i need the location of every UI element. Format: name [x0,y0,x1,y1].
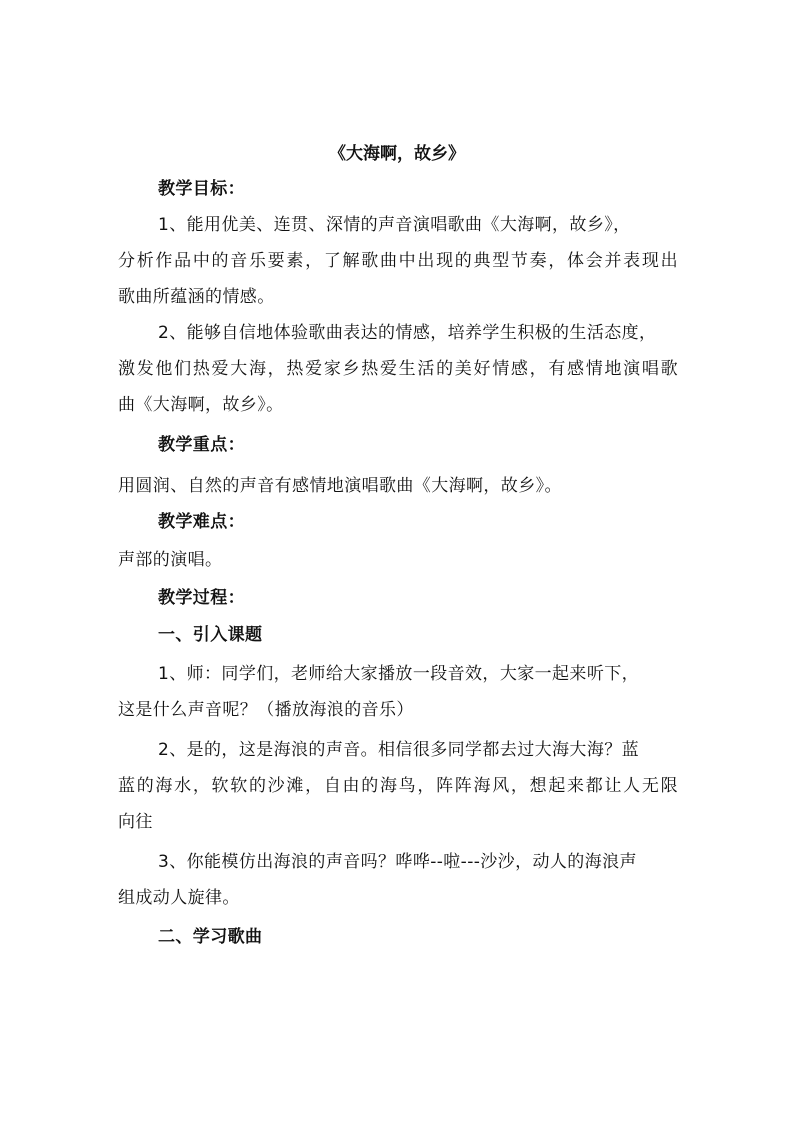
process-1-line-2: 这是什么声音呢？（播放海浪的音乐） [118,700,414,720]
process-2-line-1: 2、是的，这是海浪的声音。相信很多同学都去过大海大海？蓝 [158,740,640,760]
process-3-line-2: 组成动人旋律。 [118,888,240,908]
goal-1-line-1: 1、能用优美、连贯、深情的声音演唱歌曲《大海啊，故乡》， [158,215,631,235]
section-2-heading: 二、学习歌曲 [158,927,263,947]
goal-2-line-1: 2、能够自信地体验歌曲表达的情感，培养学生积极的生活态度， [158,323,657,343]
heading-teaching-goals: 教学目标： [158,179,245,199]
process-3-line-1: 3、你能模仿出海浪的声音吗？哗哗--啦---沙沙，动人的海浪声 [158,852,637,872]
key-points-text: 用圆润、自然的声音有感情地演唱歌曲《大海啊，故乡》。 [118,476,562,496]
goal-1-line-2: 分析作品中的音乐要素，了解歌曲中出现的典型节奏，体会并表现出 [118,251,678,271]
heading-teaching-process: 教学过程： [158,588,245,608]
heading-difficult-points: 教学难点： [158,512,245,532]
goal-1-line-3: 歌曲所蕴涵的情感。 [118,287,275,307]
section-1-heading: 一、引入课题 [158,625,263,645]
heading-key-points: 教学重点： [158,435,245,455]
goal-2-line-3: 曲《大海啊，故乡》。 [118,395,284,415]
difficult-points-text: 声部的演唱。 [118,550,223,570]
process-2-line-3: 向往 [118,812,153,832]
process-1-line-1: 1、师：同学们，老师给大家播放一段音效，大家一起来听下， [158,664,640,684]
process-2-line-2: 蓝的海水，软软的沙滩，自由的海鸟，阵阵海风，想起来都让人无限 [118,776,678,796]
goal-2-line-2: 激发他们热爱大海，热爱家乡热爱生活的美好情感，有感情地演唱歌 [118,359,678,379]
document-title: 《大海啊，故乡》 [329,144,465,164]
